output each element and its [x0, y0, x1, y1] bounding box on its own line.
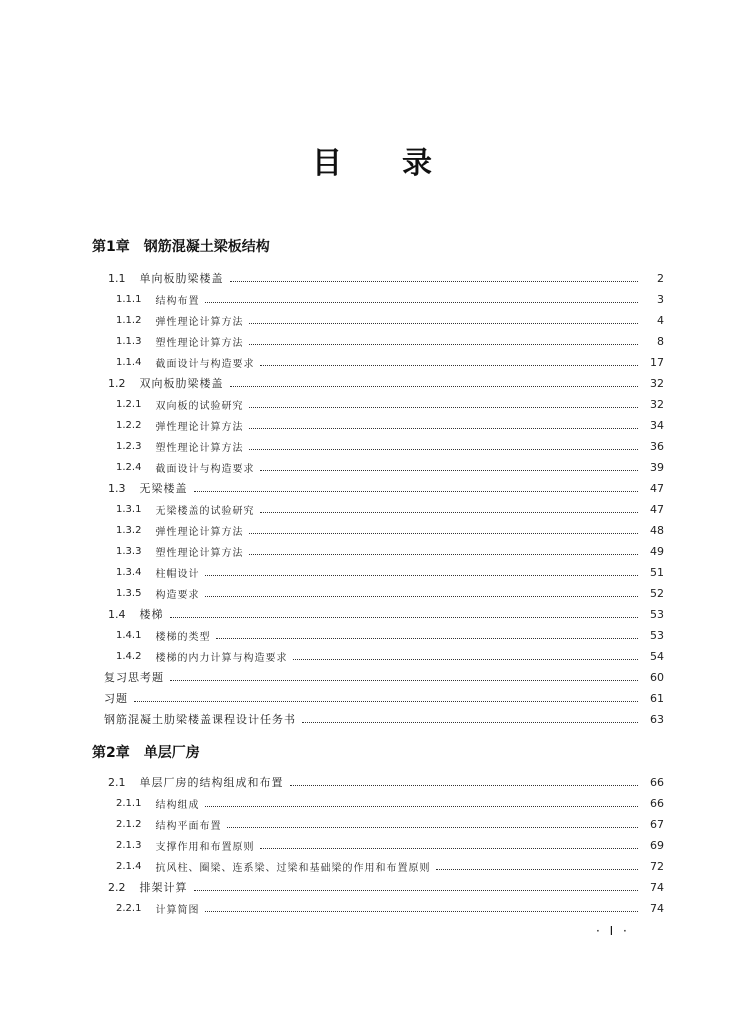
entry-title: 塑性理论计算方法	[155, 442, 244, 454]
title-char-1: 目	[312, 146, 342, 181]
entry-page: 2	[657, 271, 664, 285]
dot-leader	[249, 401, 638, 408]
entry-page: 66	[650, 796, 664, 810]
toc-entry[interactable]	[0, 478, 744, 498]
dot-leader	[249, 443, 638, 450]
dot-leader	[260, 842, 638, 849]
dot-leader	[205, 800, 638, 807]
dot-leader	[194, 485, 639, 492]
entry-page: 66	[650, 775, 664, 789]
page-title	[0, 138, 744, 182]
entry-title: 弹性理论计算方法	[155, 421, 244, 433]
entry-number: 1.1.3	[116, 335, 142, 347]
entry-number: 1.2.2	[116, 419, 142, 431]
dot-leader	[249, 548, 638, 555]
dot-leader	[230, 380, 639, 387]
dot-leader	[194, 884, 639, 891]
entry-page: 39	[650, 460, 664, 474]
entry-title: 结构布置	[155, 295, 200, 307]
toc-entry[interactable]	[0, 667, 744, 687]
chapter-heading-2: 第2章 单层厂房	[92, 745, 200, 761]
entry-number: 1.3.1	[116, 503, 142, 515]
entry-number: 1.2.1	[116, 398, 142, 410]
entry-title: 支撑作用和布置原则	[155, 841, 255, 853]
entry-number: 2.1.2	[116, 818, 142, 830]
toc-entry[interactable]	[0, 814, 744, 834]
entry-title: 塑性理论计算方法	[155, 337, 244, 349]
entry-number: 1.4.1	[116, 629, 142, 641]
dot-leader	[260, 359, 638, 366]
entry-title: 结构平面布置	[155, 820, 222, 832]
entry-number: 2.1.3	[116, 839, 142, 851]
chapter-heading-1: 第1章 钢筋混凝土梁板结构	[92, 239, 270, 255]
entry-title: 排架计算	[139, 881, 188, 894]
entry-page: 47	[650, 481, 664, 495]
toc-entry[interactable]	[0, 394, 744, 414]
entry-title: 计算简图	[155, 904, 200, 916]
toc-entry[interactable]	[0, 373, 744, 393]
entry-page: 47	[650, 502, 664, 516]
toc-entry[interactable]	[0, 541, 744, 561]
entry-title: 双向板的试验研究	[155, 400, 244, 412]
entry-title: 习题	[104, 692, 128, 705]
dot-leader	[134, 695, 638, 702]
entry-title: 楼梯	[139, 608, 164, 621]
dot-leader	[205, 569, 638, 576]
toc-entry[interactable]	[0, 772, 744, 792]
dot-leader	[249, 527, 638, 534]
toc-entry[interactable]	[0, 793, 744, 813]
dot-leader	[205, 905, 638, 912]
entry-page: 48	[650, 523, 664, 537]
toc-entry[interactable]	[0, 625, 744, 645]
entry-title: 无梁楼盖的试验研究	[155, 505, 255, 517]
toc-entry[interactable]	[0, 688, 744, 708]
toc-entry[interactable]	[0, 856, 744, 876]
dot-leader	[302, 716, 638, 723]
entry-page: 32	[650, 397, 664, 411]
entry-number: 1.3.3	[116, 545, 142, 557]
entry-number: 2.1.4	[116, 860, 142, 872]
entry-page: 34	[650, 418, 664, 432]
entry-page: 74	[650, 901, 664, 915]
toc-entry[interactable]	[0, 835, 744, 855]
entry-number: 1.3.4	[116, 566, 142, 578]
dot-leader	[260, 464, 638, 471]
entry-page: 53	[650, 607, 664, 621]
toc-entry[interactable]	[0, 877, 744, 897]
entry-page: 72	[650, 859, 664, 873]
entry-number: 1.1	[108, 271, 126, 285]
toc-entry[interactable]	[0, 436, 744, 456]
entry-page: 74	[650, 880, 664, 894]
entry-title: 弹性理论计算方法	[155, 316, 244, 328]
entry-page: 36	[650, 439, 664, 453]
entry-page: 8	[657, 334, 664, 348]
entry-number: 1.4	[108, 607, 126, 621]
dot-leader	[249, 338, 638, 345]
entry-title: 双向板肋梁楼盖	[139, 377, 224, 390]
toc-entry[interactable]	[0, 898, 744, 918]
dot-leader	[170, 674, 638, 681]
dot-leader	[290, 779, 639, 786]
toc-entry[interactable]	[0, 646, 744, 666]
entry-title: 复习思考题	[104, 671, 164, 684]
entry-title: 抗风柱、圈梁、连系梁、过梁和基础梁的作用和布置原则	[155, 862, 431, 874]
entry-title: 弹性理论计算方法	[155, 526, 244, 538]
entry-page: 4	[657, 313, 664, 327]
entry-number: 1.2	[108, 376, 126, 390]
toc-entry[interactable]	[0, 604, 744, 624]
toc-entry[interactable]	[0, 520, 744, 540]
entry-number: 2.1	[108, 775, 126, 789]
entry-number: 1.2.4	[116, 461, 142, 473]
dot-leader	[230, 275, 639, 282]
entry-title: 柱帽设计	[155, 568, 200, 580]
entry-title: 单向板肋梁楼盖	[139, 272, 224, 285]
title-char-2: 录	[402, 146, 432, 181]
toc-entry[interactable]	[0, 709, 744, 729]
entry-number: 1.3.2	[116, 524, 142, 536]
toc-entry[interactable]	[0, 310, 744, 330]
dot-leader	[260, 506, 638, 513]
entry-page: 32	[650, 376, 664, 390]
dot-leader	[216, 632, 638, 639]
entry-page: 61	[650, 691, 664, 705]
entry-title: 钢筋混凝土肋梁楼盖课程设计任务书	[104, 713, 296, 726]
entry-number: 2.2.1	[116, 902, 142, 914]
entry-page: 67	[650, 817, 664, 831]
dot-leader	[205, 296, 638, 303]
entry-page: 63	[650, 712, 664, 726]
entry-title: 无梁楼盖	[139, 482, 188, 495]
entry-page: 54	[650, 649, 664, 663]
toc-entry[interactable]	[0, 289, 744, 309]
entry-title: 楼梯的类型	[155, 631, 211, 643]
entry-number: 1.2.3	[116, 440, 142, 452]
dot-leader	[170, 611, 639, 618]
entry-title: 单层厂房的结构组成和布置	[139, 776, 284, 789]
entry-number: 1.4.2	[116, 650, 142, 662]
entry-number: 1.1.4	[116, 356, 142, 368]
dot-leader	[293, 653, 638, 660]
entry-page: 49	[650, 544, 664, 558]
toc-entry[interactable]	[0, 415, 744, 435]
entry-title: 楼梯的内力计算与构造要求	[155, 652, 288, 664]
entry-page: 51	[650, 565, 664, 579]
entry-number: 1.1.2	[116, 314, 142, 326]
toc-entry[interactable]	[0, 457, 744, 477]
entry-page: 60	[650, 670, 664, 684]
entry-title: 截面设计与构造要求	[155, 463, 255, 475]
entry-number: 2.1.1	[116, 797, 142, 809]
page-number-footer: · I ·	[596, 924, 630, 938]
entry-number: 1.3	[108, 481, 126, 495]
entry-number: 1.1.1	[116, 293, 142, 305]
entry-page: 52	[650, 586, 664, 600]
entry-title: 构造要求	[155, 589, 200, 601]
entry-page: 17	[650, 355, 664, 369]
toc-entry[interactable]	[0, 268, 744, 288]
entry-number: 2.2	[108, 880, 126, 894]
entry-page: 69	[650, 838, 664, 852]
entry-number: 1.3.5	[116, 587, 142, 599]
dot-leader	[205, 590, 638, 597]
entry-title: 结构组成	[155, 799, 200, 811]
toc-entry[interactable]	[0, 499, 744, 519]
toc-entry[interactable]	[0, 583, 744, 603]
dot-leader	[249, 317, 638, 324]
dot-leader	[249, 422, 638, 429]
entry-page: 3	[657, 292, 664, 306]
dot-leader	[436, 863, 638, 870]
toc-entry[interactable]	[0, 352, 744, 372]
entry-title: 塑性理论计算方法	[155, 547, 244, 559]
toc-entry[interactable]	[0, 562, 744, 582]
dot-leader	[227, 821, 638, 828]
entry-title: 截面设计与构造要求	[155, 358, 255, 370]
entry-page: 53	[650, 628, 664, 642]
toc-entry[interactable]	[0, 331, 744, 351]
